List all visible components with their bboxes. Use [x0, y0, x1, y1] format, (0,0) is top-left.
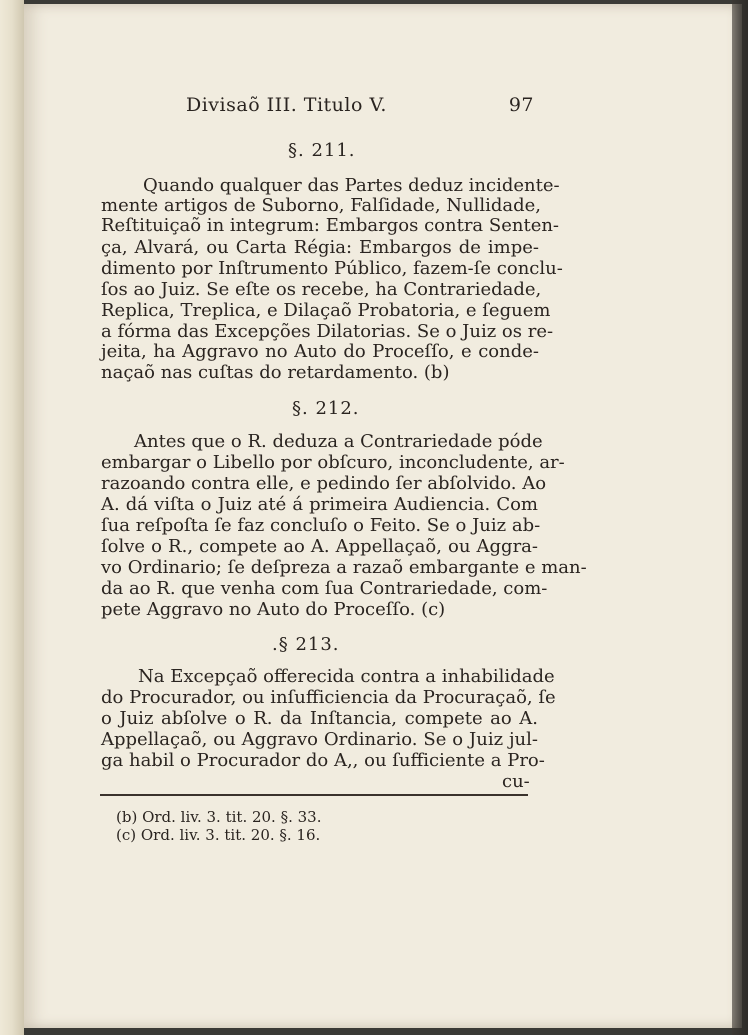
section-heading: §. 211.	[288, 140, 356, 161]
text-line: a fórma das Excepções Dilatorias. Se o Juiz os re-	[101, 321, 554, 342]
text-line: Quando qualquer das Partes deduz incidente-	[143, 175, 560, 196]
text-line: Replica, Treplica, e Dilaçaõ Probatoria, e ſeguem	[101, 300, 551, 321]
section-heading: .§ 213.	[272, 634, 340, 655]
footnote: (b) Ord. liv. 3. tit. 20. §. 33.	[116, 808, 322, 826]
text-line: ga habil o Procurador do A,, ou ſufficiente a Pro-	[101, 750, 545, 771]
text-line: ſolve o R., compete ao A. Appellaçaõ, ou Aggra-	[101, 536, 538, 557]
text-line	[101, 215, 560, 236]
text-line: dimento por Inſtrumento Público, fazem-ſe conclu-	[101, 258, 563, 279]
section-heading: §. 212.	[292, 398, 360, 419]
running-head	[186, 94, 534, 116]
text-line: o Juiz abſolve o R. da Inſtancia, compete ao A.	[101, 708, 538, 729]
text-line: Na Excepçaõ offerecida contra a inhabilidade	[138, 666, 555, 687]
text-line: jeita, ha Aggravo no Auto do Proceſſo, e conde-	[101, 341, 539, 362]
text-line: embargar o Libello por obſcuro, inconcludente, ar-	[101, 452, 565, 473]
text-line: ſos ao Juiz. Se eſte os recebe, ha Contrariedade,	[101, 279, 542, 300]
text-line: ça, Alvará, ou Carta Régia: Embargos de impe-	[101, 237, 539, 258]
text-line: do Procurador, ou inſufficiencia da Procuraçaõ, ſe	[101, 687, 556, 708]
text-line: razoando contra elle, e pedindo ſer abſolvido. Ao	[101, 473, 547, 494]
text-line: Appellaçaõ, ou Aggravo Ordinario. Se o Juiz jul-	[101, 729, 538, 750]
running-title: Divisaõ III. Titulo V.	[186, 94, 387, 116]
text-line: naçaõ nas cuſtas do retardamento. (b)	[101, 362, 450, 383]
text-line: A. dá viſta o Juiz até á primeira Audiencia. Com	[101, 494, 538, 515]
text-line: Antes que o R. deduza a Contrariedade póde	[134, 431, 543, 452]
footnote: (c) Ord. liv. 3. tit. 20. §. 16.	[116, 826, 321, 844]
page-number: 97	[508, 94, 534, 116]
text-line: da ao R. que venha com ſua Contrariedade, com-	[101, 578, 548, 599]
text-line: pete Aggravo no Auto do Proceſſo. (c)	[101, 599, 446, 620]
text-line: mente artigos de Suborno, Falſidade, Nullidade,	[101, 195, 542, 216]
text-line: vo Ordinario; ſe deſpreza a razaõ embargante e man-	[101, 557, 587, 578]
catchword: cu-	[502, 771, 530, 792]
text-segment: Reſtituiçaõ in integrum: Embargos contra Senten-	[101, 215, 560, 236]
footnote-rule	[100, 794, 528, 796]
text-line: ſua reſpoſta ſe faz concluſo o Feito. Se o Juiz ab-	[101, 515, 541, 536]
